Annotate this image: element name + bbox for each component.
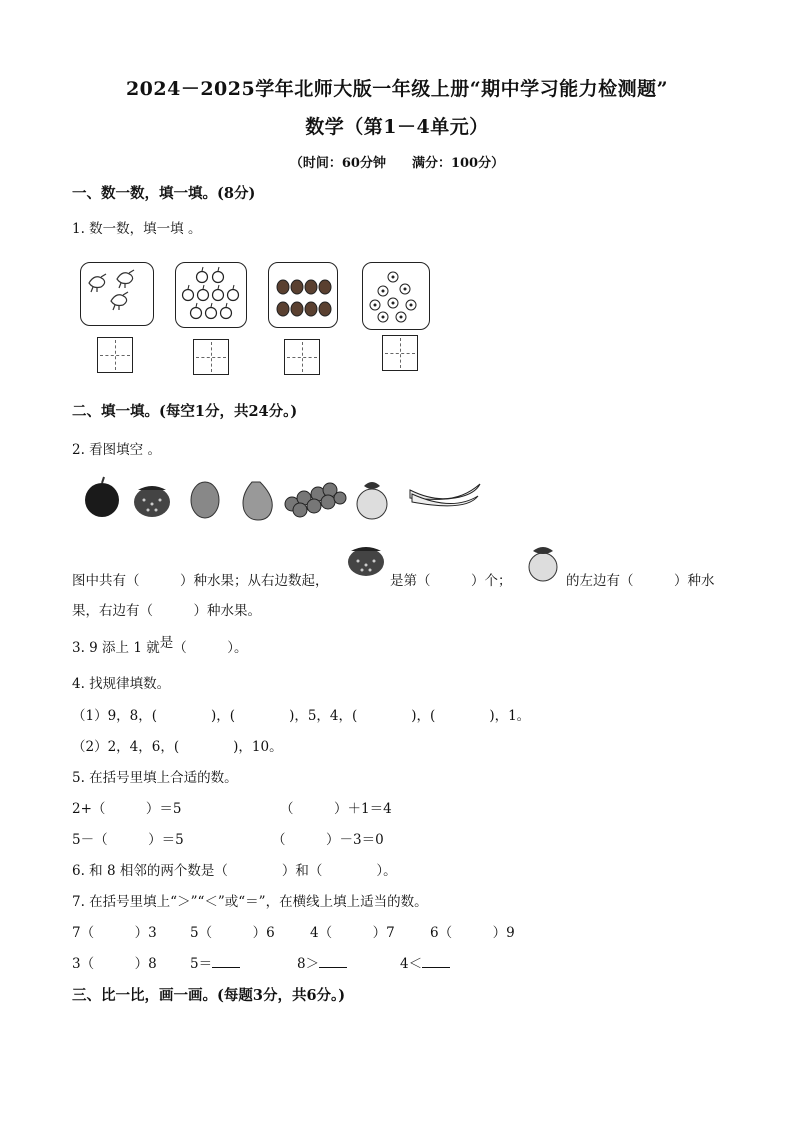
question-4: 4. 找规律填数。 xyxy=(72,676,171,692)
pear-icon xyxy=(243,482,272,520)
question-7-r2-3 xyxy=(297,952,347,972)
strawberry-icon xyxy=(134,486,170,517)
question-2: 2. 看图填空 。 xyxy=(72,442,161,458)
section3-heading: 三、比一比，画一画。(每题3分，共6分。) xyxy=(72,987,346,1004)
answer-grid-apples[interactable] xyxy=(193,339,229,375)
question-7-r2-1: 3（ ）8 xyxy=(72,956,157,972)
apples-group xyxy=(175,262,247,328)
question-7-r2-4-text: 4＜ xyxy=(400,956,423,972)
question-3-blank: （ ）。 xyxy=(173,640,248,656)
banana-icon xyxy=(410,484,480,506)
kiwi-icon xyxy=(191,482,219,518)
answer-grid-strawberries[interactable] xyxy=(284,339,320,375)
answer-line[interactable] xyxy=(319,955,347,968)
peach-icon xyxy=(519,543,565,583)
question-5-a: 2+（ ）＝5 xyxy=(72,801,182,817)
exam-subtitle: 数学（第1－4单元） xyxy=(305,116,489,138)
question-3-text: 3. 9 添上 1 就 xyxy=(72,640,160,656)
question-5-b: （ ）＋1＝4 xyxy=(280,801,392,817)
grapes-icon xyxy=(285,483,346,517)
section2-heading: 二、填一填。(每空1分，共24分。) xyxy=(72,403,298,420)
apple-outline-icons xyxy=(176,263,246,327)
question-7-r1-2: 5（ ）6 xyxy=(190,925,275,941)
question-5-c: 5－（ ）＝5 xyxy=(72,832,184,848)
question-7-r1-1: 7（ ）3 xyxy=(72,925,157,941)
question-7-r2-4 xyxy=(400,952,450,972)
question-5: 5. 在括号里填上合适的数。 xyxy=(72,770,238,786)
answer-line[interactable] xyxy=(212,955,240,968)
strawberries-group xyxy=(268,262,338,328)
exam-title: 2024－2025学年北师大版一年级上册“期中学习能力检测题” xyxy=(125,78,669,100)
peach-icon xyxy=(357,482,387,519)
strawberry-icon xyxy=(345,543,387,577)
question-2-line2: 果，右边有（ ）种水果。 xyxy=(72,603,261,619)
question-2-line1b: 是第（ ）个； xyxy=(390,573,512,589)
question-6: 6. 和 8 相邻的两个数是（ ）和（ ）。 xyxy=(72,863,397,879)
question-7-r2-2 xyxy=(190,952,240,972)
question-2-line1c: 的左边有（ ）种水 xyxy=(566,573,715,589)
section1-heading: 一、数一数，填一填。(8分) xyxy=(72,185,256,202)
question-1: 1. 数一数，填一填 。 xyxy=(72,221,202,237)
flowers-group xyxy=(362,262,430,330)
answer-grid-birds[interactable] xyxy=(97,337,133,373)
fruit-row xyxy=(80,474,500,524)
birds-group xyxy=(80,262,154,326)
question-7-r2-2-text: 5＝ xyxy=(190,956,213,972)
question-7-r1-4: 6（ ）9 xyxy=(430,925,515,941)
strawberry-icons xyxy=(269,263,337,327)
question-3 xyxy=(72,636,247,656)
question-5-d: （ ）－3＝0 xyxy=(272,832,384,848)
apple-icon xyxy=(85,477,119,517)
question-4-1: （1）9，8，( )，( )，5，4，( )，( )，1。 xyxy=(72,708,531,724)
flower-icons xyxy=(363,263,429,329)
bird-icons xyxy=(81,263,153,325)
question-7-r2-3-text: 8＞ xyxy=(297,956,320,972)
exam-meta: （时间：60分钟 满分：100分） xyxy=(289,156,505,171)
question-7: 7. 在括号里填上“＞”“＜”或“＝”，在横线上填上适当的数。 xyxy=(72,894,428,910)
question-3-raised: 是 xyxy=(159,635,174,651)
question-4-2: （2）2，4，6，( )，10。 xyxy=(72,739,283,755)
answer-line[interactable] xyxy=(422,955,450,968)
question-2-line1a: 图中共有（ ）种水果；从右边数起， xyxy=(72,573,329,589)
question-7-r1-3: 4（ ）7 xyxy=(310,925,395,941)
answer-grid-flowers[interactable] xyxy=(382,335,418,371)
